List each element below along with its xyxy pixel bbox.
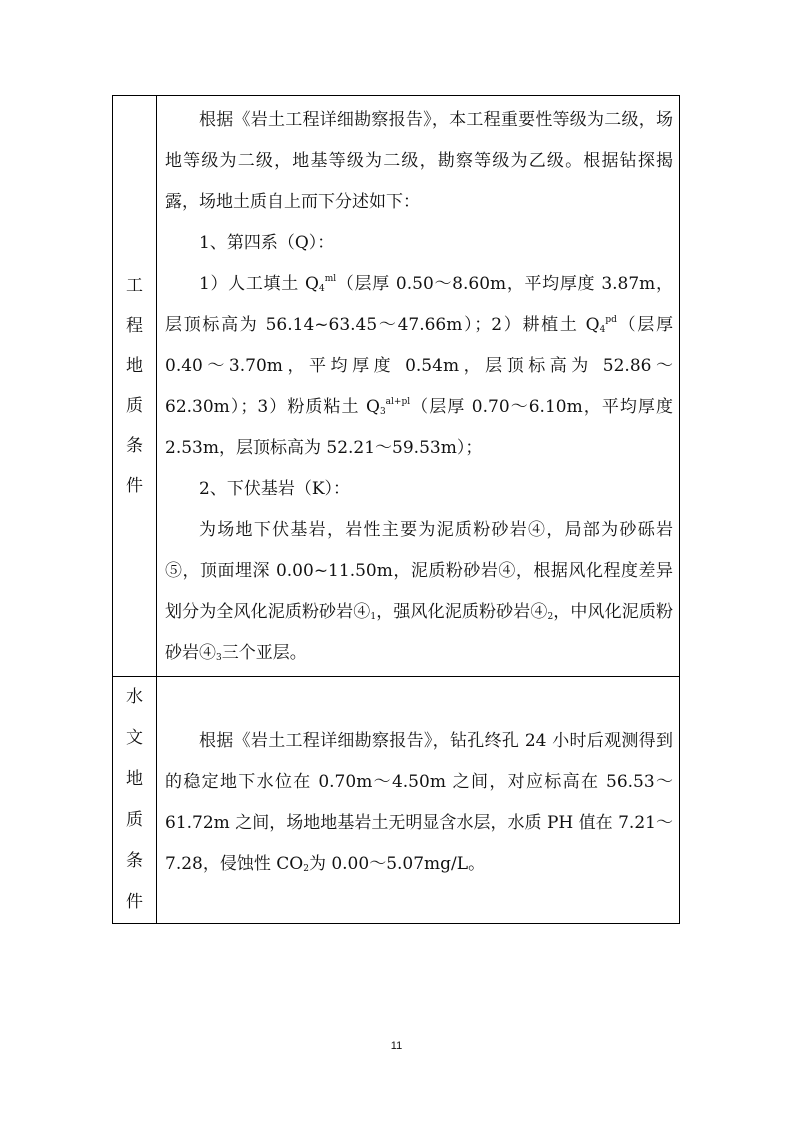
hydrogeology-content (157, 677, 680, 924)
hydrogeology-label (113, 677, 157, 924)
label-char: 件 (126, 476, 143, 496)
geology-intro-paragraph: 根据《岩土工程详细勘察报告》，本工程重要性等级为二级，场地等级为二级，地基等级为二级，勘察等级为乙级。根据钻探揭露，场地土质自上而下分述如下： (165, 110, 673, 212)
label-char: 件 (126, 892, 143, 912)
hydrogeology-row (113, 677, 680, 924)
quaternary-heading: 1、第四系（Q）： (199, 233, 335, 253)
page-number: 11 (390, 1040, 403, 1052)
bedrock-heading: 2、下伏基岩（K）： (199, 479, 351, 499)
label-char: 质 (126, 396, 143, 416)
engineering-geology-row (113, 96, 680, 677)
label-char: 地 (126, 356, 143, 376)
label-char: 工 (126, 276, 143, 296)
engineering-geology-label (113, 96, 157, 677)
label-char: 条 (126, 851, 143, 871)
soil-layers-paragraph: 1）人工填土 $Q_4^{ml}$（层厚 0.50～8.60m，平均厚度 3.87m，层顶标高为 56.14~63.45～47.66m）；2）耕植土 $Q_4^{pd}$（层厚 0.40～3.70m，平均厚度 0.54m，层顶标高为 52.86～62.30m）；3）粉质粘土 $Q_3^{al+pl}$（层厚 0.70～6.10m，平均厚度 2.53m，层顶标高为 52.21～59.53m）； (165, 274, 673, 458)
label-char: 地 (126, 769, 143, 789)
label-char: 程 (126, 316, 143, 336)
engineering-geology-content (157, 96, 680, 677)
label-char: 条 (126, 436, 143, 456)
bedrock-paragraph: 为场地下伏基岩，岩性主要为泥质粉砂岩④，局部为砂砾岩⑤，顶面埋深 0.00~11.50m，泥质粉砂岩④，根据风化程度差异划分为全风化泥质粉砂岩$④_1$，强风化泥质粉砂岩$④_2$，中风化泥质粉砂岩$④_3$三个亚层。 (165, 520, 674, 663)
label-char: 水 (126, 687, 143, 707)
conditions-table (112, 95, 680, 924)
label-char: 质 (126, 810, 143, 830)
groundwater-paragraph: 根据《岩土工程详细勘察报告》，钻孔终孔 24 小时后观测得到的稳定地下水位在 0.70m～4.50m 之间，对应标高在 56.53～61.72m 之间，场地地基岩土无明显含水层，水质 PH 值在 7.21～7.28，侵蚀性 $CO_2$为 0.00～5.07mg/L。 (165, 731, 673, 874)
label-char: 文 (126, 728, 143, 748)
